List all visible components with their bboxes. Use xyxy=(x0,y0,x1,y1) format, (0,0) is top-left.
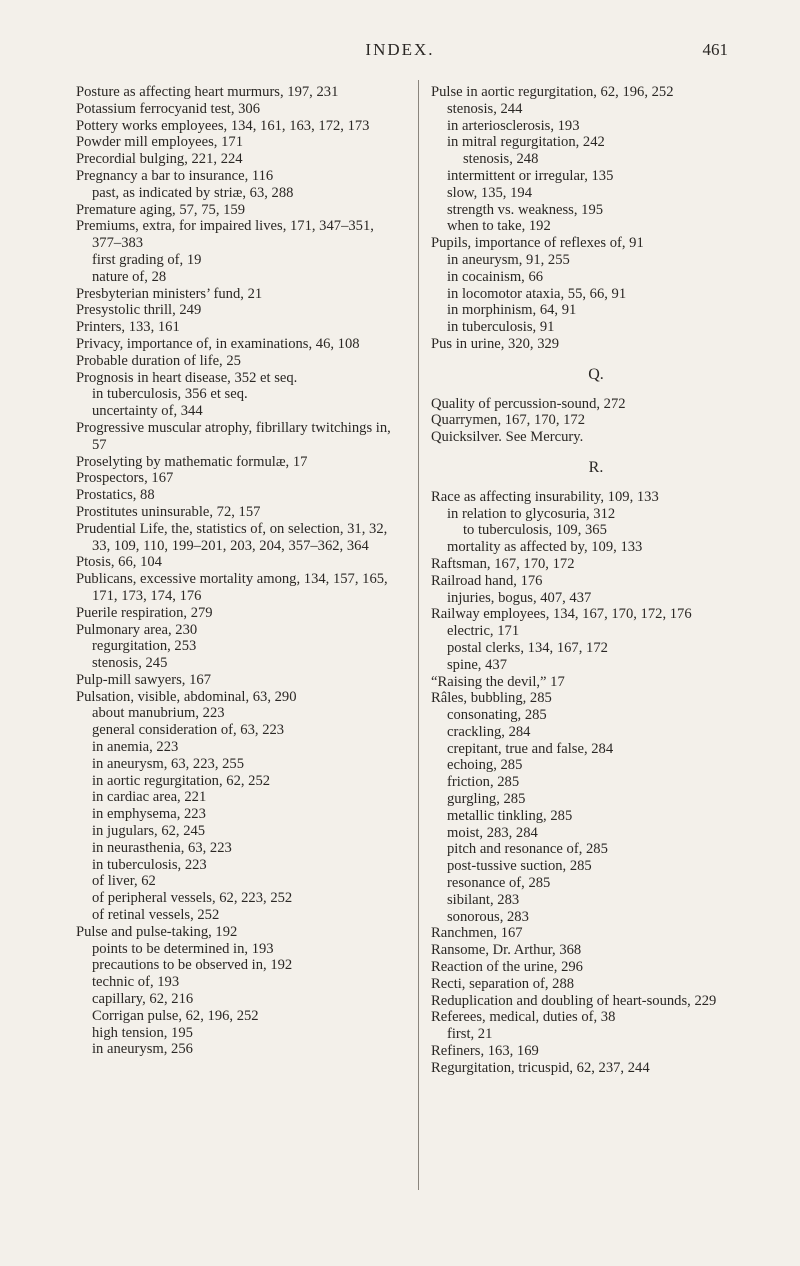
index-subentry: of peripheral vessels, 62, 223, 252 xyxy=(92,890,293,907)
index-entry: Puerile respiration, 279 xyxy=(76,604,213,621)
index-subentry: in locomotor ataxia, 55, 66, 91 xyxy=(447,285,627,302)
index-entry: Reduplication and doubling of heart-sounds, 229 xyxy=(431,992,717,1009)
index-subentry: of retinal vessels, 252 xyxy=(92,907,220,924)
index-entry: Ranchmen, 167 xyxy=(431,925,523,942)
index-subentry: consonating, 285 xyxy=(447,707,547,724)
page-header xyxy=(0,40,800,70)
index-entry: Ransome, Dr. Arthur, 368 xyxy=(431,942,582,959)
index-entry: Quicksilver. See Mercury. xyxy=(431,429,584,446)
index-subentry: in emphysema, 223 xyxy=(92,806,206,823)
index-entry: Quarrymen, 167, 170, 172 xyxy=(431,412,586,429)
index-subentry: in aneurysm, 91, 255 xyxy=(447,251,570,268)
index-entry: Quality of percussion-sound, 272 xyxy=(431,395,626,412)
index-subentry: stenosis, 248 xyxy=(463,151,539,168)
index-entry: Railroad hand, 176 xyxy=(431,572,543,589)
index-entry: Prostatics, 88 xyxy=(76,487,155,504)
index-subentry: to tuberculosis, 109, 365 xyxy=(463,522,607,539)
index-entry: Pupils, importance of reflexes of, 91 xyxy=(431,235,644,252)
index-subentry: echoing, 285 xyxy=(447,757,523,774)
index-entry: Prospectors, 167 xyxy=(76,470,174,487)
index-subentry: postal clerks, 134, 167, 172 xyxy=(447,639,608,656)
index-subentry: in tuberculosis, 356 et seq. xyxy=(92,386,248,403)
index-entry: Printers, 133, 161 xyxy=(76,319,180,336)
index-subentry: post-tussive suction, 285 xyxy=(447,858,592,875)
index-subentry: moist, 283, 284 xyxy=(447,824,538,841)
index-entry: Probable duration of life, 25 xyxy=(76,352,241,369)
index-entry: Premature aging, 57, 75, 159 xyxy=(76,201,246,218)
index-subentry: high tension, 195 xyxy=(92,1024,193,1041)
index-column-right xyxy=(431,84,761,1077)
index-subentry: stenosis, 244 xyxy=(447,100,523,117)
index-subentry: in cocainism, 66 xyxy=(447,268,544,285)
index-entry: Pulse and pulse-taking, 192 xyxy=(76,923,238,940)
page-number: 461 xyxy=(702,40,728,59)
index-subentry: pitch and resonance of, 285 xyxy=(447,841,608,858)
index-subentry: about manubrium, 223 xyxy=(92,705,225,722)
index-entry: Railway employees, 134, 167, 170, 172, 176 xyxy=(431,606,692,623)
index-subentry: in morphinism, 64, 91 xyxy=(447,302,577,319)
index-subentry: in arteriosclerosis, 193 xyxy=(447,117,580,134)
index-subentry: crepitant, true and false, 284 xyxy=(447,740,614,757)
index-entry: Pulmonary area, 230 xyxy=(76,621,198,638)
index-subentry: slow, 135, 194 xyxy=(447,184,532,201)
index-subentry: uncertainty of, 344 xyxy=(92,403,203,420)
index-subentry: strength vs. weakness, 195 xyxy=(447,201,604,218)
index-subentry: mortality as affected by, 109, 133 xyxy=(447,539,643,556)
index-entry: Prostitutes uninsurable, 72, 157 xyxy=(76,503,261,520)
index-subentry: in mitral regurgitation, 242 xyxy=(447,134,605,151)
index-subentry: in tuberculosis, 91 xyxy=(447,319,555,336)
index-subentry: Corrigan pulse, 62, 196, 252 xyxy=(92,1007,259,1024)
index-entry: Pulp-mill sawyers, 167 xyxy=(76,671,211,688)
index-subentry: of liver, 62 xyxy=(92,873,156,890)
index-subentry: in aortic regurgitation, 62, 252 xyxy=(92,772,271,789)
index-subentry: gurgling, 285 xyxy=(447,791,526,808)
index-entry: Powder mill employees, 171 xyxy=(76,134,243,151)
index-entry: Posture as affecting heart murmurs, 197, 231 xyxy=(76,84,339,100)
index-entry: Refiners, 163, 169 xyxy=(431,1043,539,1060)
index-subentry: first, 21 xyxy=(447,1026,493,1043)
index-entry: Reaction of the urine, 296 xyxy=(431,959,583,976)
index-subentry: sibilant, 283 xyxy=(447,891,520,908)
index-subentry: in relation to glycosuria, 312 xyxy=(447,505,616,522)
index-subentry: when to take, 192 xyxy=(447,218,551,235)
index-entry: Progressive muscular atrophy, fibrillary twitchings in, 57 xyxy=(76,419,391,453)
index-entry: Pulse in aortic regurgitation, 62, 196, 252 xyxy=(431,84,674,100)
index-subentry: past, as indicated by striæ, 63, 288 xyxy=(92,184,294,201)
index-subentry: in aneurysm, 256 xyxy=(92,1041,193,1058)
index-subentry: sonorous, 283 xyxy=(447,908,529,925)
index-entry: Proselyting by mathematic formulæ, 17 xyxy=(76,453,308,470)
index-entry: Prudential Life, the, statistics of, on selection, 31, 32, 33, 109, 110, 199–201, 203, 204, 357–362, 364 xyxy=(76,520,388,554)
index-entry: Pus in urine, 320, 329 xyxy=(431,335,560,352)
index-subentry: in anemia, 223 xyxy=(92,739,179,756)
index-subentry: metallic tinkling, 285 xyxy=(447,807,573,824)
index-entry: Prognosis in heart disease, 352 et seq. xyxy=(76,369,298,386)
index-entry: Publicans, excessive mortality among, 134, 157, 165, 171, 173, 174, 176 xyxy=(76,571,388,604)
index-subentry: electric, 171 xyxy=(447,623,520,640)
index-entry: Pulsation, visible, abdominal, 63, 290 xyxy=(76,688,297,705)
index-entry: Râles, bubbling, 285 xyxy=(431,690,552,707)
index-entry: Pregnancy a bar to insurance, 116 xyxy=(76,167,274,184)
index-subentry: technic of, 193 xyxy=(92,974,180,991)
section-letter: R. xyxy=(588,458,604,476)
index-entry: Precordial bulging, 221, 224 xyxy=(76,151,243,168)
index-subentry: points to be determined in, 193 xyxy=(92,940,274,957)
index-subentry: injuries, bogus, 407, 437 xyxy=(447,589,592,606)
index-entry: Privacy, importance of, in examinations, 46, 108 xyxy=(76,335,360,352)
index-entry: Recti, separation of, 288 xyxy=(431,975,575,992)
index-subentry: nature of, 28 xyxy=(92,268,167,285)
index-subentry: intermittent or irregular, 135 xyxy=(447,167,614,184)
index-entry: Presystolic thrill, 249 xyxy=(76,302,202,319)
index-entry: Premiums, extra, for impaired lives, 171, 347–351, 377–383 xyxy=(76,218,374,252)
index-entry: Regurgitation, tricuspid, 62, 237, 244 xyxy=(431,1059,650,1076)
index-subentry: stenosis, 245 xyxy=(92,655,168,672)
index-subentry: precautions to be observed in, 192 xyxy=(92,957,293,974)
index-entry: Potassium ferrocyanid test, 306 xyxy=(76,100,261,117)
index-column-left xyxy=(76,84,406,1058)
index-subentry: resonance of, 285 xyxy=(447,875,551,892)
index-entry: Ptosis, 66, 104 xyxy=(76,554,162,571)
index-subentry: in aneurysm, 63, 223, 255 xyxy=(92,755,245,772)
index-subentry: friction, 285 xyxy=(447,774,520,791)
page-title: INDEX. xyxy=(365,40,435,59)
index-subentry: in neurasthenia, 63, 223 xyxy=(92,839,232,856)
index-entry: Raftsman, 167, 170, 172 xyxy=(431,555,575,572)
column-divider xyxy=(418,80,419,1190)
index-subentry: first grading of, 19 xyxy=(92,251,202,268)
index-subentry: in tuberculosis, 223 xyxy=(92,856,207,873)
index-entry: Referees, medical, duties of, 38 xyxy=(431,1009,616,1026)
index-subentry: crackling, 284 xyxy=(447,723,531,740)
section-letter: Q. xyxy=(588,365,604,383)
index-subentry: spine, 437 xyxy=(447,656,507,673)
index-subentry: regurgitation, 253 xyxy=(92,638,197,655)
index-subentry: general consideration of, 63, 223 xyxy=(92,722,285,739)
index-entry: Pottery works employees, 134, 161, 163, 172, 173 xyxy=(76,117,370,134)
index-entry: Race as affecting insurability, 109, 133 xyxy=(431,488,659,505)
index-entry: “Raising the devil,” 17 xyxy=(431,673,565,690)
index-subentry: capillary, 62, 216 xyxy=(92,991,194,1008)
index-subentry: in jugulars, 62, 245 xyxy=(92,823,206,840)
index-subentry: in cardiac area, 221 xyxy=(92,789,207,806)
index-entry: Presbyterian ministers’ fund, 21 xyxy=(76,285,263,302)
